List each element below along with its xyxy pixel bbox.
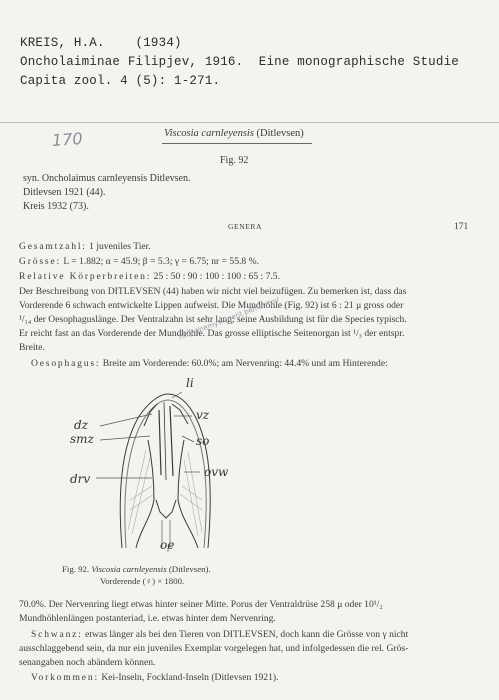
label-so: so xyxy=(196,434,210,448)
schwanz-continuation: senangaben noch abändern können. xyxy=(19,657,156,668)
page-number: 171 xyxy=(454,222,469,232)
vorkommen-line xyxy=(31,672,279,683)
description-line: Der Beschreibung von DITLEVSEN (44) haben wir nicht viel beizufügen. Zu bemerken ist, dass das xyxy=(19,286,407,297)
relative-line xyxy=(19,271,280,282)
continuation-line: 70.0%. Der Nervenring liegt etwas hinter seiner Mitte. Porus der Ventraldrüse 258 μ oder 10¹/₂ xyxy=(19,599,383,610)
label-li: li xyxy=(186,376,194,390)
caption-species: Viscosia carnleyensis xyxy=(91,564,167,574)
oesophagus-label: Oesophagus: xyxy=(31,358,101,369)
vorkommen-text: Kei-Inseln, Fockland-Inseln (Ditlevsen 1921). xyxy=(98,672,279,683)
label-dz: dz xyxy=(74,418,89,432)
vorkommen-label: Vorkommen: xyxy=(31,672,99,683)
label-ovw: ovw xyxy=(204,465,229,479)
card-title: Oncholaiminae Filipjev, 1916. Eine monographische Studie xyxy=(20,55,459,69)
species-author: (Ditlevsen) xyxy=(256,128,304,139)
description-line: Vorderende 6 schwach entwickelte Lippen aufweist. Die Mundhöhle (Fig. 92) ist 6 : 21 μ gross oder xyxy=(19,300,404,311)
figure-caption xyxy=(62,564,211,574)
schwanz-text: etwas länger als bei den Tieren von DITLEVSEN, doch kann die Grösse von γ nicht xyxy=(82,629,409,640)
card-divider xyxy=(0,122,499,123)
label-smz: smz xyxy=(70,432,94,446)
url-stamp: http://nemys.ugent.be/nemys/ xyxy=(178,295,281,342)
synonym-line: Kreis 1932 (73). xyxy=(23,201,89,212)
gesamtzahl-text: 1 juveniles Tier. xyxy=(86,241,151,252)
groesse-label: Grösse: xyxy=(19,256,61,267)
caption-author: (Ditlevsen). xyxy=(166,564,211,574)
description-line: Er reicht fast an das Vorderende der Mundhöhle. Das grosse elliptische Seitenorgan ist ¹/₃ der entspr. xyxy=(19,328,405,339)
caption-prefix: Fig. 92. xyxy=(62,564,92,574)
label-drv: drv xyxy=(70,472,91,486)
species-heading xyxy=(164,128,304,139)
gesamtzahl-line xyxy=(19,241,151,252)
running-head: GENERA xyxy=(228,222,263,231)
figure-caption-line2: Vorderende (♀) × 1800. xyxy=(100,576,185,586)
card-author-year: KREIS, H.A. (1934) xyxy=(20,36,182,50)
relative-label: Relative Körperbreiten: xyxy=(19,271,152,282)
oesophagus-line xyxy=(31,358,388,369)
card-citation: Capita zool. 4 (5): 1-271. xyxy=(20,74,221,88)
relative-text: 25 : 50 : 90 : 100 : 100 : 65 : 7.5. xyxy=(151,271,280,282)
groesse-line xyxy=(19,256,259,267)
schwanz-line xyxy=(31,629,408,640)
schwanz-label: Schwanz: xyxy=(31,629,83,640)
synonym-line: syn. Oncholaimus carnleyensis Ditlevsen. xyxy=(23,173,191,184)
description-line: ¹/₁₄ der Oesophaguslänge. Der Ventralzahn ist sehr lang; seine Ausbildung ist für die Species typisch. xyxy=(19,314,407,325)
label-vz: vz xyxy=(196,408,210,422)
oesophagus-text: Breite am Vorderende: 60.0%; am Nervenring: 44.4% und am Hinterende: xyxy=(100,358,388,369)
species-name: Viscosia carnleyensis xyxy=(164,128,254,139)
schwanz-continuation: ausschlaggebend sein, da nur ein juveniles Exemplar vorgelegen hat, und infolgedessen die rel. Grös- xyxy=(19,643,409,654)
groesse-text: L = 1.882; α = 45.9; β = 5.3; γ = 6.75; nr = 55.8 %. xyxy=(60,256,259,267)
handwritten-number: 170 xyxy=(51,128,84,151)
nematode-head-illustration xyxy=(60,380,260,555)
label-oe: oe xyxy=(160,538,175,552)
description-line: Breite. xyxy=(19,342,45,353)
figure-92 xyxy=(60,376,260,555)
gesamtzahl-label: Gesamtzahl: xyxy=(19,241,87,252)
species-underline xyxy=(162,143,312,144)
figure-reference: Fig. 92 xyxy=(220,155,249,166)
continuation-line: Mundhöhlenlängen postanteriad, i.e. etwas hinter dem Nervenring. xyxy=(19,613,276,624)
synonym-line: Ditlevsen 1921 (44). xyxy=(23,187,106,198)
